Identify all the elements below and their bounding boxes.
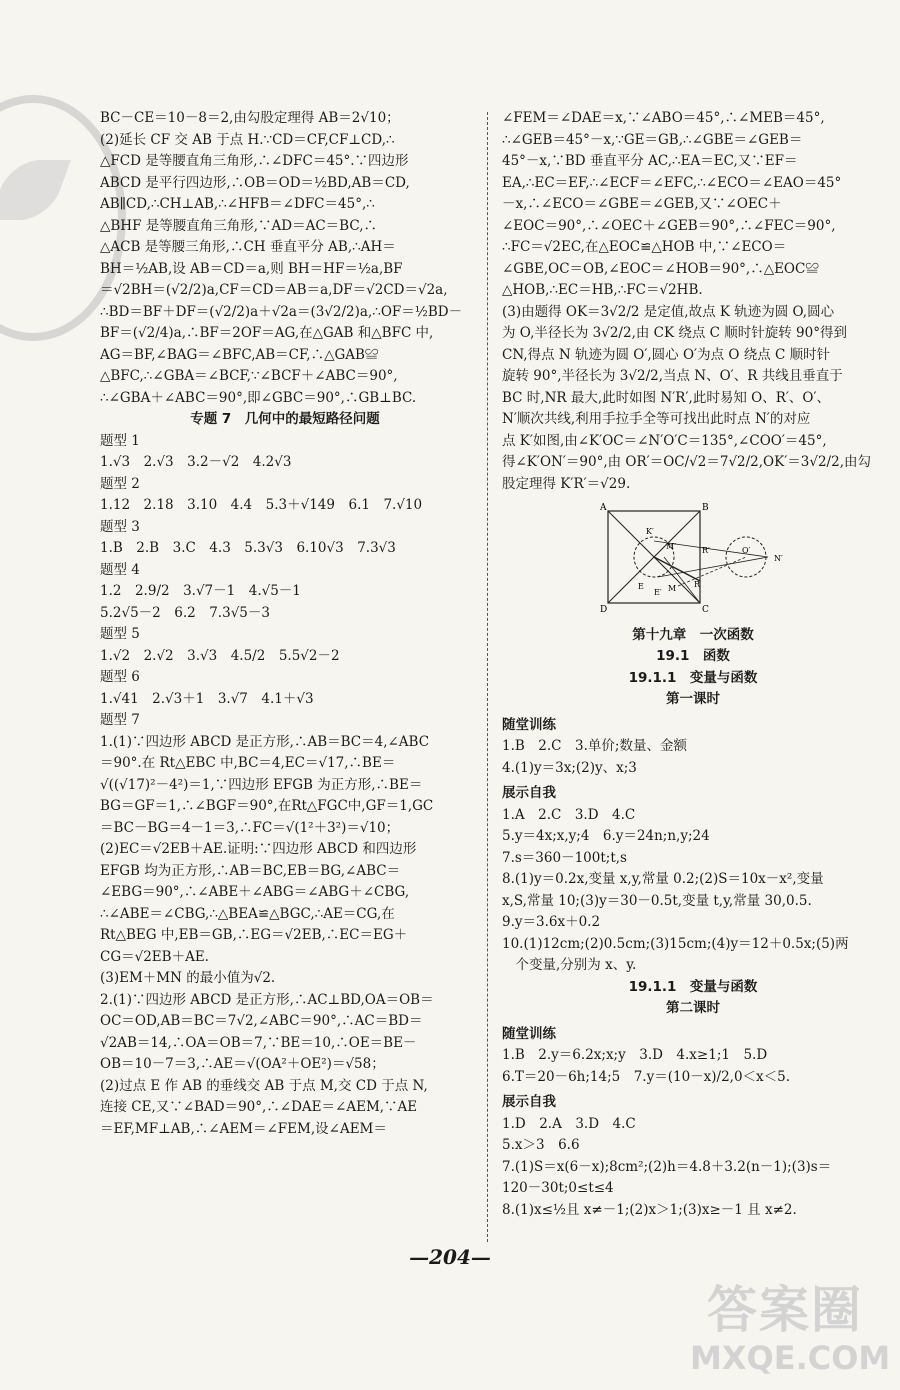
figure-label-e-prime: E′: [654, 588, 662, 597]
text-line: CN,得点 N 轨迹为圆 O′,圆心 O′为点 O 绕点 C 顺时针: [502, 346, 831, 363]
text-line: AG＝BF,∠BAG＝∠BFC,AB＝CF,∴△GAB≌: [100, 346, 379, 363]
text-line: 8.(1)x≤½且 x≠－1;(2)x＞1;(3)x≥－1 且 x≠2.: [502, 1201, 797, 1218]
text-line: 1.√2 2.√2 3.√3 4.5/2 5.5√2－2: [100, 647, 340, 664]
text-line: 10.(1)12cm;(2)0.5cm;(3)15cm;(4)y＝12＋0.5x;(5)两: [502, 935, 849, 952]
text-line: 120－30t;0≤t≤4: [502, 1180, 614, 1196]
text-line: (3)由题得 OK＝3√2/2 是定值,故点 K 轨迹为圆 O,圆心: [502, 303, 835, 320]
subsection-heading: 随堂训练: [502, 1025, 556, 1042]
text-line: －x,∴∠ECO＝∠GBE＝∠GEB,又∵∠OEC＋: [502, 196, 782, 212]
figure-label-n-prime: N′: [774, 554, 783, 563]
text-line: Rt△BEG 中,EB＝GB,∴EG＝√2EB,∴EC＝EG＋: [100, 927, 408, 943]
text-line: N′顺次共线,利用手拉手全等可找出此时点 N′的对应: [502, 411, 811, 427]
text-line: 8.(1)y＝0.2x,变量 x,y,常量 0.2;(2)S＝10x－x²,变量: [502, 871, 824, 887]
text-line: ＝BC－BG＝4－1＝3,∴FC＝√(1²＋3²)＝√10；: [100, 819, 400, 836]
text-line: √((√17)²－4²)＝1,∵四边形 EFGB 为正方形,∴BE＝: [100, 776, 423, 793]
subsection-heading: 展示自我: [502, 1094, 556, 1110]
text-line: BC 时,NR 最大,此时如图 N′R′,此时易知 O、R′、O′、: [502, 389, 831, 406]
watermark-url: MXQE.COM: [690, 1339, 891, 1377]
figure-label-m: M: [668, 584, 677, 593]
page-number: —204—: [409, 1245, 491, 1269]
text-line: ABCD 是平行四边形,∴OB＝OD＝½BD,AB＝CD,: [100, 174, 410, 191]
text-line: ∴BD＝BF＋DF＝(√2/2)a＋√2a＝(3√2/2)a,∴OF＝½BD－: [100, 303, 463, 320]
text-line: ∴∠GBA＋∠ABC＝90°,即∠GBC＝90°,∴GB⊥BC.: [100, 389, 417, 406]
section-heading: 专题 7 几何中的最短路径问题: [190, 411, 380, 427]
text-line: △BFC,∴∠GBA＝∠BCF,∵∠BCF＋∠ABC＝90°,: [100, 368, 398, 384]
subsection-heading: 展示自我: [502, 785, 556, 801]
watermark-title: 答案圈: [707, 1281, 863, 1339]
text-line: (3)EM＋MN 的最小值为√2.: [100, 970, 276, 986]
section-heading: 第十九章 一次函数: [632, 626, 754, 643]
text-line: 1.D 2.A 3.D 4.C: [502, 1115, 636, 1132]
text-line: 5.2√5－2 6.2 7.3√5－3: [100, 604, 270, 621]
right-column-answers: [502, 625, 884, 1222]
text-line: 5.y＝4x;x,y;4 6.y＝24n;n,y;24: [502, 828, 710, 844]
text-line: ∠EOC＝90°,∴∠OEC＋∠GEB＝90°,∴∠FEC＝90°,: [502, 217, 836, 234]
text-line: ＝√2BH＝(√2/2)a,CF＝CD＝AB＝a,DF＝√2CD＝√2a,: [100, 282, 448, 298]
text-line: 7.s＝360－100t;t,s: [502, 849, 627, 866]
right-column-solution: [502, 108, 884, 495]
text-line: EFGB 均为正方形,∴AB＝BC,EB＝BG,∠ABC＝: [100, 862, 401, 879]
text-line: △ACB 是等腰三角形,∴CH 垂直平分 AB,∴AH＝: [100, 239, 396, 255]
figure-label-r: R: [694, 580, 701, 589]
text-line: 题型 5: [100, 626, 140, 642]
text-line: BG＝GF＝1,∴∠BGF＝90°,在Rt△FGC中,GF＝1,GC: [100, 798, 434, 814]
text-line: 为 O,半径长为 3√2/2,由 CK 绕点 C 顺时针旋转 90°得到: [502, 325, 847, 341]
text-line: OC＝OD,AB＝BC＝7√2,∠ABC＝90°,∴AC＝BD＝: [100, 1013, 423, 1029]
text-line: BC－CE＝10－8＝2,由勾股定理得 AB＝2√10；: [100, 110, 400, 126]
text-line: 点 K′如图,由∠K′OC＝∠N′O′C＝135°,∠COO′＝45°,: [502, 432, 827, 449]
text-line: △FCD 是等腰直角三角形,∴∠DFC＝45°.∵四边形: [100, 153, 409, 169]
text-line: 1.2 2.9/2 3.√7－1 4.√5－1: [100, 583, 301, 599]
text-line: 股定理得 K′R′＝√29.: [502, 475, 631, 492]
text-line: (2)延长 CF 交 AB 于点 H.∵CD＝CF,CF⊥CD,∴: [100, 131, 395, 148]
text-line: 题型 6: [100, 669, 140, 685]
figure-label-r-prime: R′: [702, 546, 710, 555]
text-line: ＝90°.在 Rt△EBC 中,BC＝4,EC＝√17,∴BE＝: [100, 755, 396, 771]
section-heading: 第二课时: [666, 1000, 720, 1016]
figure-label-b: B: [702, 503, 709, 513]
text-line: 1.B 2.C 3.单价;数量、金额: [502, 738, 687, 754]
text-line: 得∠K′ON′＝90°,由 OR′＝OC/√2＝7√2/2,OK′＝3√2/2,由勾: [502, 454, 871, 470]
figure-label-c: C: [702, 605, 709, 613]
text-line: 题型 1: [100, 432, 140, 449]
section-heading: 19.1.1 变量与函数: [628, 978, 758, 995]
text-line: ∴FC＝√2EC,在△EOC≌△HOB 中,∵∠ECO＝: [502, 239, 787, 255]
text-line: 1.√3 2.√3 3.2－√2 4.2√3: [100, 454, 292, 470]
text-line: ∠EBG＝90°,∴∠ABE＋∠ABG＝∠ABG＋∠CBG,: [100, 884, 410, 900]
text-line: ＝EF,MF⊥AB,∴∠AEM＝∠FEM,设∠AEM＝: [100, 1120, 387, 1137]
text-line: x,S,常量 10;(3)y＝30－0.5t,变量 t,y,常量 30,0.5.: [502, 892, 812, 909]
text-line: CG＝√2EB＋AE.: [100, 948, 209, 965]
text-line: 2.(1)∵四边形 ABCD 是正方形,∴AC⊥BD,OA＝OB＝: [100, 991, 434, 1008]
text-line: 题型 2: [100, 475, 140, 492]
section-heading: 19.1 函数: [656, 648, 730, 664]
figure-label-a: A: [600, 503, 607, 513]
text-line: 1.12 2.18 3.10 4.4 5.3＋√149 6.1 7.√10: [100, 497, 423, 513]
text-line: EA,∴EC＝EF,∴∠ECF＝∠EFC,∴∠ECO＝∠EAO＝45°: [502, 174, 842, 191]
text-line: 连接 CE,又∵∠BAD＝90°,∴∠DAE＝∠AEM,∵AE: [100, 1099, 418, 1115]
text-line: 1.A 2.C 3.D 4.C: [502, 806, 636, 823]
figure-label-e: E: [638, 582, 644, 591]
section-heading: 19.1.1 变量与函数: [628, 669, 758, 686]
text-line: ∠FEM＝∠DAE＝x,∵∠ABO＝45°,∴∠MEB＝45°,: [502, 110, 825, 126]
text-line: 旋转 90°,半径长为 3√2/2,当点 N、O′、R 共线且垂直于: [502, 368, 843, 384]
text-line: 1.(1)∵四边形 ABCD 是正方形,∴AB＝BC＝4,∠ABC: [100, 733, 430, 750]
text-line: (2)EC＝√2EB＋AE.证明:∵四边形 ABCD 和四边形: [100, 841, 417, 857]
text-line: 7.(1)S＝x(6－x);8cm²;(2)h＝4.8＋3.2(n－1);(3)s＝: [502, 1158, 832, 1175]
geometry-figure: [598, 501, 798, 613]
site-watermark: [690, 1280, 891, 1380]
text-line: ∠GBE,OC＝OB,∠EOC＝∠HOB＝90°,∴△EOC≌: [502, 260, 819, 277]
text-line: AB∥CD,∴CH⊥AB,∴∠HFB＝∠DFC＝45°,∴: [100, 196, 375, 212]
text-line: 6.T＝20－6h;14;5 7.y＝(10－x)/2,0＜x＜5.: [502, 1068, 791, 1085]
text-line: △BHF 是等腰直角三角形,∵AD＝AC＝BC,∴: [100, 217, 377, 234]
text-line: 个变量,分别为 x、y.: [502, 957, 637, 973]
figure-label-d: D: [600, 605, 608, 613]
section-heading: 第一课时: [666, 691, 720, 707]
figure-label-m-prime: M′: [666, 542, 677, 551]
right-column: [502, 108, 884, 1221]
text-line: 题型 3: [100, 518, 140, 535]
subsection-heading: 随堂训练: [502, 716, 556, 733]
text-line: ∴∠ABE＝∠CBG,∴△BEA≌△BGC,∴AE＝CG,在: [100, 905, 395, 922]
left-column: [100, 108, 470, 1140]
text-line: 45°－x,∵BD 垂直平分 AC,∴EA＝EC,又∵EF＝: [502, 153, 798, 169]
text-line: ∴∠GEB＝45°－x,∵GE＝GB,∴∠GBE＝∠GEB＝: [502, 131, 803, 148]
text-line: BF＝(√2/4)a,∴BF＝2OF＝AG,在△GAB 和△BFC 中,: [100, 325, 434, 341]
text-line: 题型 4: [100, 561, 140, 578]
text-line: 1.B 2.B 3.C 4.3 5.3√3 6.10√3 7.3√3: [100, 540, 396, 556]
text-line: △HOB,∴EC＝HB,∴FC＝√2HB.: [502, 282, 703, 298]
text-line: (2)过点 E 作 AB 的垂线交 AB 于点 M,交 CD 于点 N,: [100, 1077, 428, 1094]
text-line: OB＝10－7＝3,∴AE＝√(OA²＋OE²)＝√58；: [100, 1056, 385, 1072]
text-line: 4.(1)y＝3x;(2)y、x;3: [502, 759, 637, 776]
text-line: 1.B 2.y＝6.2x;x;y 3.D 4.x≥1;1 5.D: [502, 1047, 768, 1063]
figure-label-o-prime: O′: [742, 546, 751, 555]
text-line: 5.x＞3 6.6: [502, 1137, 580, 1153]
text-line: 题型 7: [100, 712, 140, 728]
text-line: √2AB＝14,∴OA＝OB＝7,∵BE＝10,∴OE＝BE－: [100, 1034, 417, 1051]
text-line: 9.y＝3.6x＋0.2: [502, 914, 601, 930]
text-line: 1.√41 2.√3＋1 3.√7 4.1＋√3: [100, 690, 314, 707]
text-line: BH＝½AB,设 AB＝CD＝a,则 BH＝HF＝½a,BF: [100, 260, 403, 277]
column-divider: [487, 112, 488, 1242]
figure-label-k-prime: K′: [646, 527, 654, 536]
